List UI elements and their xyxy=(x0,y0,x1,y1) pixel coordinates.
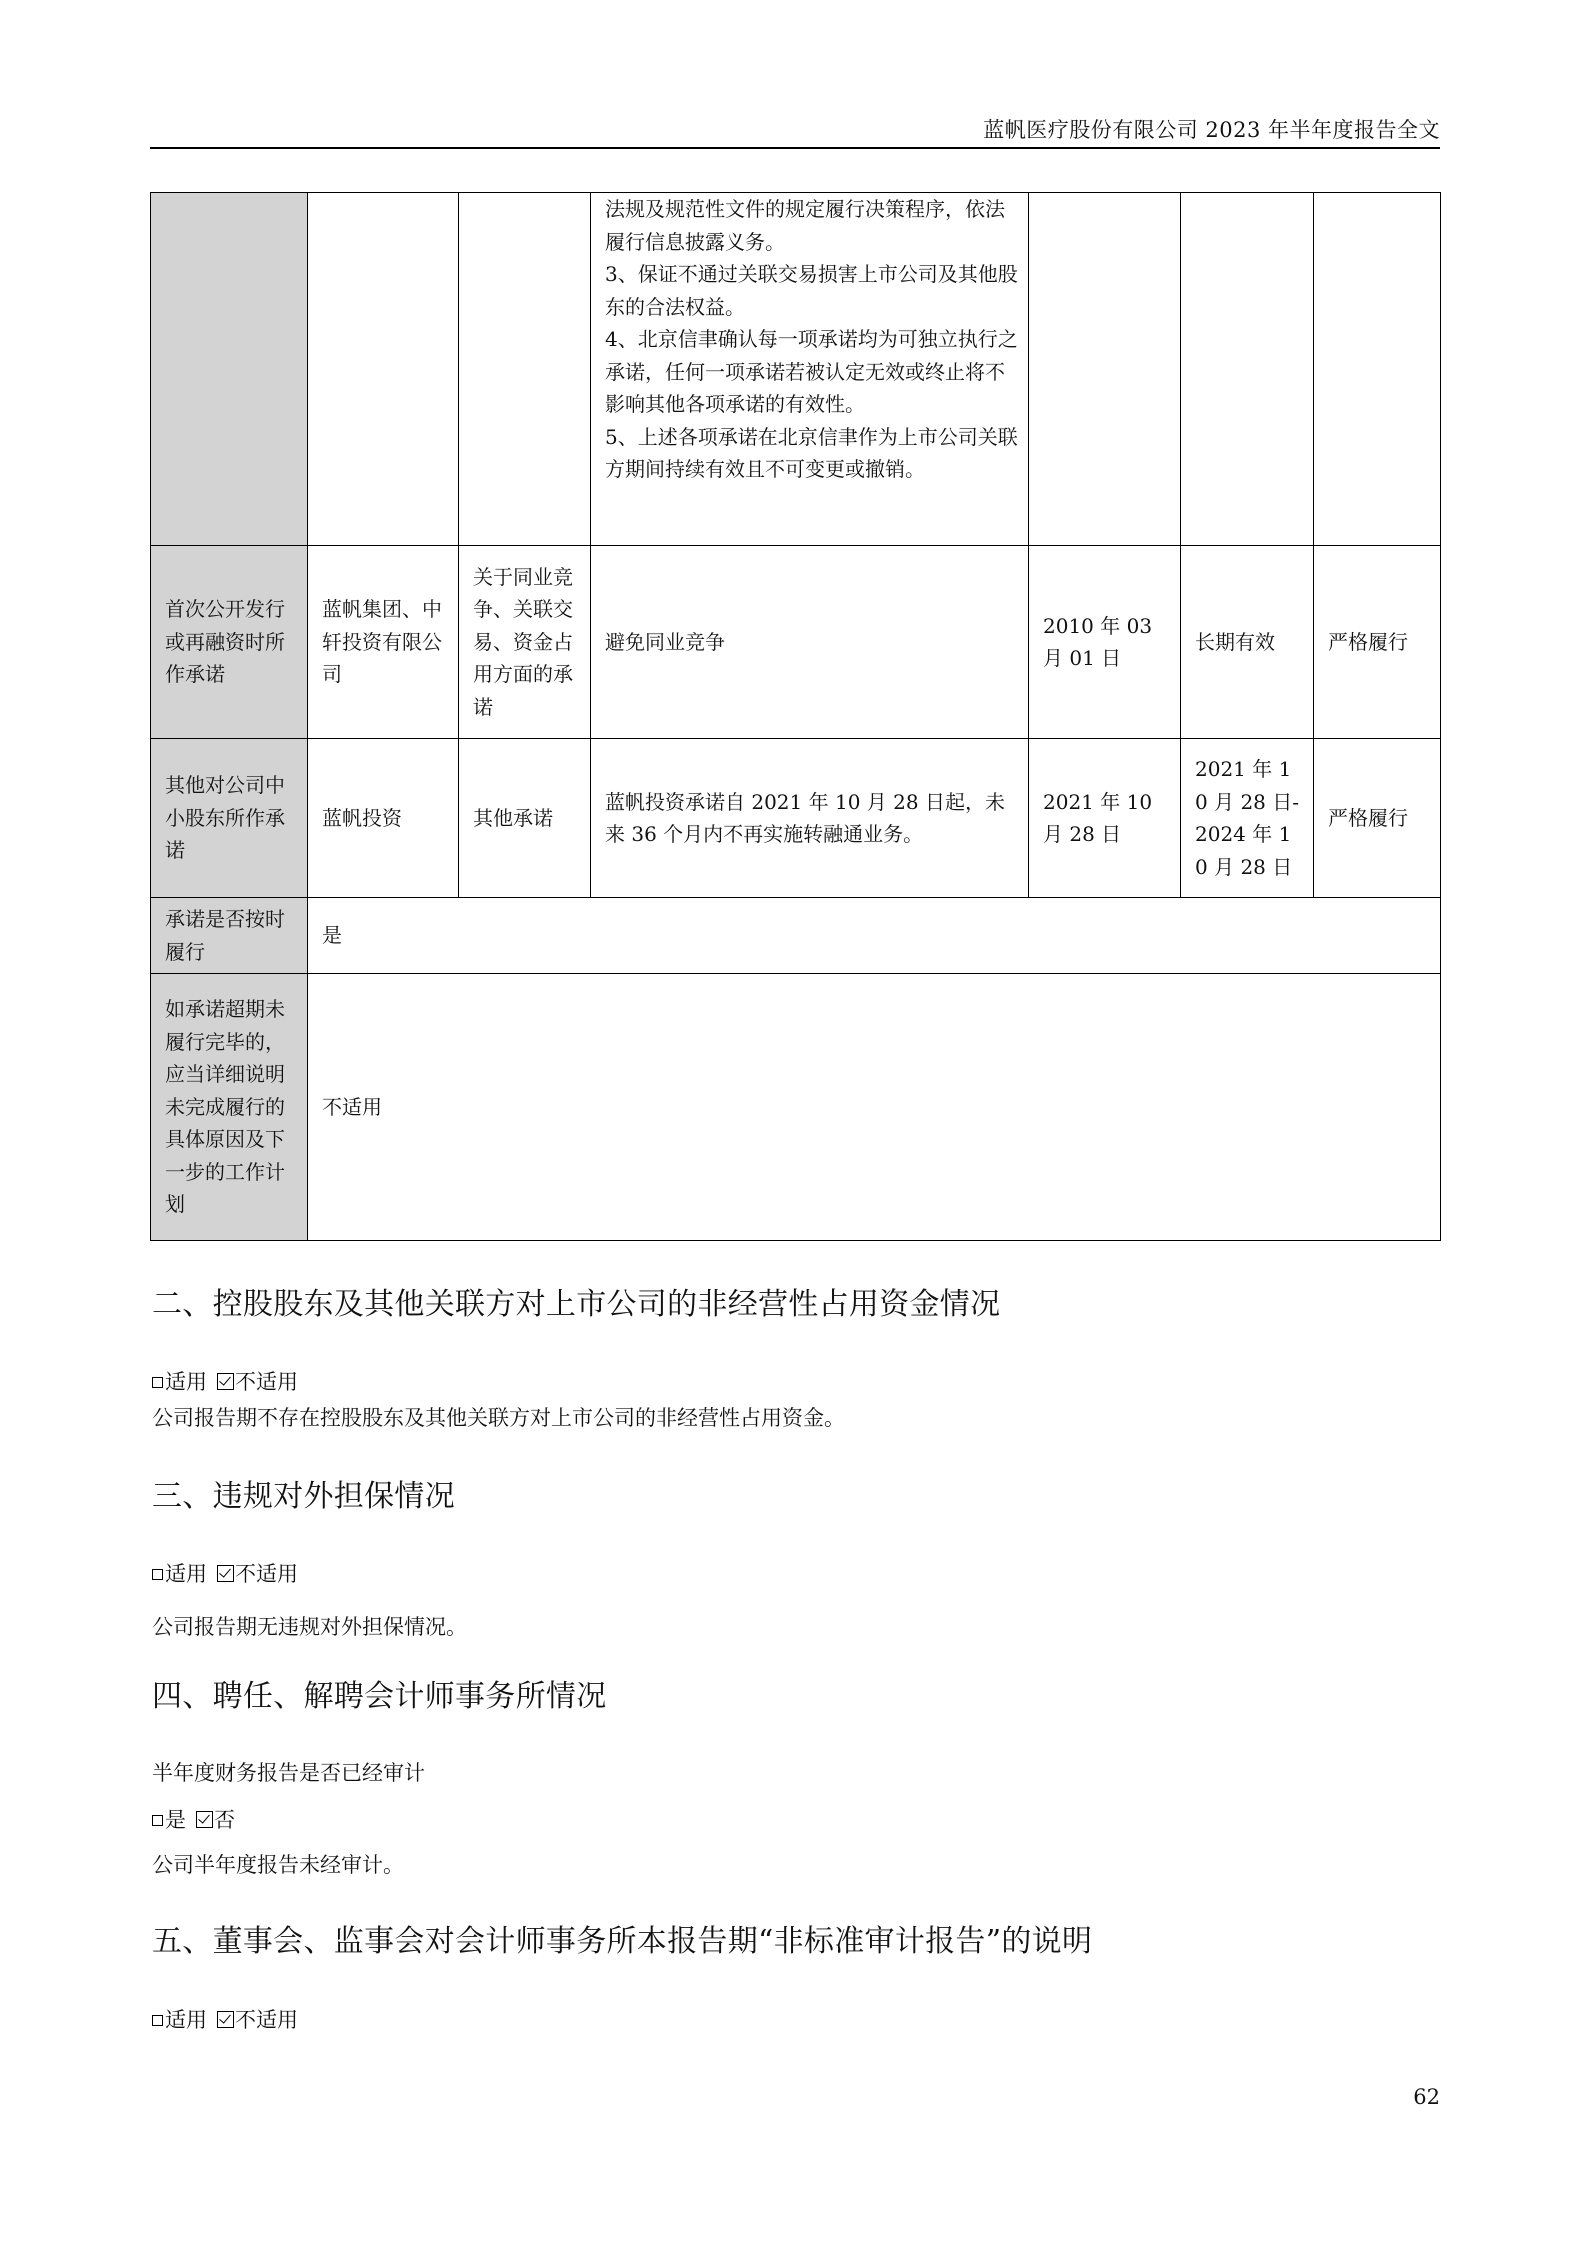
category-cell: 其他对公司中小股东所作承诺 xyxy=(151,739,308,898)
section-heading-2: 二、控股股东及其他关联方对上市公司的非经营性占用资金情况 xyxy=(152,1287,1001,1322)
promisor-cell: 蓝帆集团、中轩投资有限公司 xyxy=(308,546,459,739)
type-cell: 其他承诺 xyxy=(459,739,591,898)
category-cell xyxy=(151,193,308,546)
unchecked-checkbox-icon xyxy=(152,1377,163,1388)
status-cell: 严格履行 xyxy=(1314,739,1441,898)
audit-options xyxy=(152,1805,235,1835)
option-label: 不适用 xyxy=(235,2008,298,2032)
type-cell xyxy=(459,193,591,546)
option-label: 不适用 xyxy=(235,1370,298,1394)
table-row xyxy=(151,193,1441,546)
commitments-table xyxy=(150,192,1441,1241)
section-heading-4: 四、聘任、解聘会计师事务所情况 xyxy=(152,1679,607,1714)
date-cell: 2010 年 03 月 01 日 xyxy=(1029,546,1181,739)
overdue-value: 不适用 xyxy=(308,974,1441,1241)
audit-question: 半年度财务报告是否已经审计 xyxy=(152,1761,425,1785)
content-cell: 蓝帆投资承诺自 2021 年 10 月 28 日起，未来 36 个月内不再实施转融通业务。 xyxy=(591,739,1029,898)
option-label: 不适用 xyxy=(235,1562,298,1586)
running-header: 蓝帆医疗股份有限公司 2023 年半年度报告全文 xyxy=(983,118,1440,142)
date-cell: 2021 年 10 月 28 日 xyxy=(1029,739,1181,898)
promisor-cell xyxy=(308,193,459,546)
option-label: 适用 xyxy=(165,1370,207,1394)
term-cell: 2021 年 10 月 28 日-2024 年 10 月 28 日 xyxy=(1181,739,1314,898)
unchecked-checkbox-icon xyxy=(152,2015,163,2026)
category-cell: 首次公开发行或再融资时所作承诺 xyxy=(151,546,308,739)
content-line: 4、北京信聿确认每一项承诺均为可独立执行之承诺，任何一项承诺若被认定无效或终止将不影响其他各项承诺的有效性。 xyxy=(605,327,1018,416)
unchecked-checkbox-icon xyxy=(152,1569,163,1580)
table-row xyxy=(151,739,1441,898)
table-row-on-time xyxy=(151,898,1441,974)
overdue-label: 如承诺超期未履行完毕的，应当详细说明未完成履行的具体原因及下一步的工作计划 xyxy=(151,974,308,1241)
applicability-options xyxy=(152,2005,298,2035)
option-label: 是 xyxy=(165,1808,186,1832)
checked-checkbox-icon xyxy=(196,1811,213,1828)
applicability-options xyxy=(152,1367,298,1397)
content-cell xyxy=(591,193,1029,546)
content-line: 3、保证不通过关联交易损害上市公司及其他股东的合法权益。 xyxy=(605,262,1018,319)
applicability-options xyxy=(152,1559,298,1589)
status-cell xyxy=(1314,193,1441,546)
checked-checkbox-icon xyxy=(217,2011,234,2028)
table-row xyxy=(151,546,1441,739)
promisor-cell: 蓝帆投资 xyxy=(308,739,459,898)
status-cell: 严格履行 xyxy=(1314,546,1441,739)
page-number: 62 xyxy=(1413,2085,1440,2109)
section-heading-3: 三、违规对外担保情况 xyxy=(152,1479,455,1514)
option-label: 适用 xyxy=(165,2008,207,2032)
section-body: 公司报告期不存在控股股东及其他关联方对上市公司的非经营性占用资金。 xyxy=(152,1406,845,1430)
section-body: 公司报告期无违规对外担保情况。 xyxy=(152,1615,467,1639)
option-label: 适用 xyxy=(165,1562,207,1586)
content-cell: 避免同业竞争 xyxy=(591,546,1029,739)
header-rule xyxy=(150,147,1440,149)
on-time-value: 是 xyxy=(308,898,1441,974)
checked-checkbox-icon xyxy=(217,1373,234,1390)
checked-checkbox-icon xyxy=(217,1565,234,1582)
section-heading-5: 五、董事会、监事会对会计师事务所本报告期“非标准审计报告”的说明 xyxy=(152,1924,1093,1959)
on-time-label: 承诺是否按时履行 xyxy=(151,898,308,974)
content-line: 法规及规范性文件的规定履行决策程序，依法履行信息披露义务。 xyxy=(605,197,1005,254)
unchecked-checkbox-icon xyxy=(152,1815,163,1826)
content-line: 5、上述各项承诺在北京信聿作为上市公司关联方期间持续有效且不可变更或撤销。 xyxy=(605,424,1018,481)
table-row-overdue xyxy=(151,974,1441,1241)
date-cell xyxy=(1029,193,1181,546)
type-cell: 关于同业竞争、关联交易、资金占用方面的承诺 xyxy=(459,546,591,739)
term-cell xyxy=(1181,193,1314,546)
section-body: 公司半年度报告未经审计。 xyxy=(152,1853,404,1877)
option-label: 否 xyxy=(214,1808,235,1832)
term-cell: 长期有效 xyxy=(1181,546,1314,739)
